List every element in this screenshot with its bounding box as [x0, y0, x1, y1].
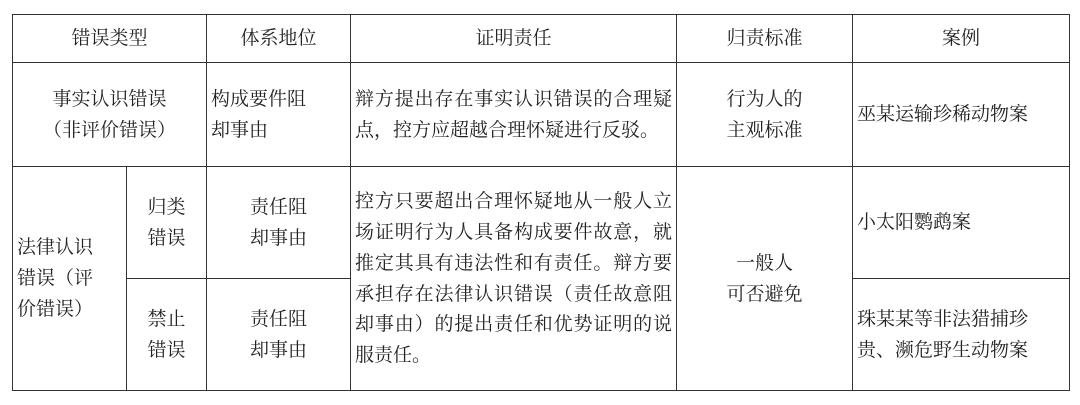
prohibition-error-case: 珠某某等非法猎捕珍贵、濒危野生动物案 — [853, 279, 1070, 391]
classification-error-position: 责任阻 却事由 — [207, 167, 351, 279]
fact-error-type: 事实认识错误 （非评价错误） — [13, 63, 207, 167]
fact-error-standard: 行为人的 主观标准 — [677, 63, 853, 167]
classification-error-case: 小太阳鹦鹉案 — [853, 167, 1070, 279]
prohibition-error-subtype: 禁止 错误 — [127, 279, 207, 391]
law-error-standard: 一般人 可否避免 — [677, 167, 853, 391]
classification-error-row — [13, 167, 1070, 279]
law-error-proof: 控方只要超出合理怀疑地从一般人立场证明行为人具备构成要件故意，就推定其具有违法性和有责任。辩方要承担存在法律认识错误（责任故意阻却事由）的提出责任和优势证明的说服责任。 — [351, 167, 677, 391]
header-imputation-standard: 归责标准 — [677, 15, 853, 63]
classification-error-subtype: 归类 错误 — [127, 167, 207, 279]
error-classification-table — [12, 14, 1070, 391]
header-burden-of-proof: 证明责任 — [351, 15, 677, 63]
header-row — [13, 15, 1070, 63]
header-case: 案例 — [853, 15, 1070, 63]
law-error-type: 法律认识 错误（评 价错误） — [13, 167, 127, 391]
header-error-type: 错误类型 — [13, 15, 207, 63]
fact-error-proof: 辩方提出存在事实认识错误的合理疑点，控方应超越合理怀疑进行反驳。 — [351, 63, 677, 167]
fact-error-row — [13, 63, 1070, 167]
fact-error-case: 巫某运输珍稀动物案 — [853, 63, 1070, 167]
prohibition-error-position: 责任阻 却事由 — [207, 279, 351, 391]
header-system-position: 体系地位 — [207, 15, 351, 63]
fact-error-position: 构成要件阻 却事由 — [207, 63, 351, 167]
